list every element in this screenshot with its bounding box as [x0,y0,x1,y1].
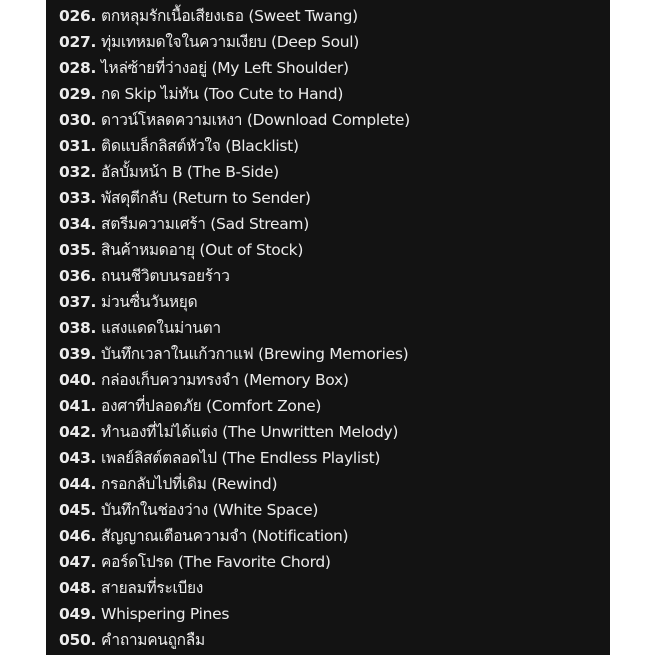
track-title: ทุ่มเทหมดใจในความเงียบ (Deep Soul) [101,33,360,51]
track-number: 030. [59,111,97,129]
track-title: ดาวน์โหลดความเหงา (Download Complete) [101,111,410,129]
track-title: กด Skip ไม่ทัน (Too Cute to Hand) [101,85,344,103]
track-item[interactable] [59,55,610,81]
track-title: สตรีมความเศร้า (Sad Stream) [101,215,309,233]
track-title: ไหล่ซ้ายที่ว่างอยู่ (My Left Shoulder) [101,59,349,77]
track-item[interactable] [59,575,610,601]
track-title: คอร์ดโปรด (The Favorite Chord) [101,553,331,571]
track-number: 028. [59,59,97,77]
track-title: กล่องเก็บความทรงจำ (Memory Box) [101,371,349,389]
track-item[interactable] [59,627,610,653]
track-title: Whispering Pines [101,605,230,623]
track-item[interactable] [59,133,610,159]
track-item[interactable] [59,471,610,497]
track-number: 039. [59,345,97,363]
track-number: 050. [59,631,97,649]
track-number: 038. [59,319,97,337]
track-title: บันทึกในช่องว่าง (White Space) [101,501,319,519]
track-title: ติดแบล็กลิสต์หัวใจ (Blacklist) [101,137,299,155]
track-item[interactable] [59,159,610,185]
track-item[interactable] [59,419,610,445]
track-number: 034. [59,215,97,233]
track-item[interactable] [59,81,610,107]
track-title: ทำนองที่ไม่ได้แต่ง (The Unwritten Melody) [101,423,399,441]
track-number: 036. [59,267,97,285]
track-number: 043. [59,449,97,467]
track-title: บันทึกเวลาในแก้วกาแฟ (Brewing Memories) [101,345,409,363]
track-number: 029. [59,85,97,103]
track-title: เพลย์ลิสต์ตลอดไป (The Endless Playlist) [101,449,381,467]
track-title: คำถามคนถูกลืม [101,631,205,649]
track-number: 042. [59,423,97,441]
track-number: 032. [59,163,97,181]
track-item[interactable] [59,341,610,367]
track-item[interactable] [59,237,610,263]
track-item[interactable] [59,263,610,289]
track-item[interactable] [59,549,610,575]
track-item[interactable] [59,523,610,549]
track-number: 049. [59,605,97,623]
track-number: 048. [59,579,97,597]
track-item[interactable] [59,601,610,627]
track-item[interactable] [59,497,610,523]
track-item[interactable] [59,29,610,55]
track-item[interactable] [59,315,610,341]
track-number: 027. [59,33,97,51]
track-number: 026. [59,7,97,25]
track-title: ตกหลุมรักเนื้อเสียงเธอ (Sweet Twang) [101,7,358,25]
track-title: กรอกลับไปที่เดิม (Rewind) [101,475,278,493]
track-item[interactable] [59,185,610,211]
track-item[interactable] [59,445,610,471]
track-item[interactable] [59,289,610,315]
track-number: 040. [59,371,97,389]
track-number: 044. [59,475,97,493]
track-item[interactable] [59,393,610,419]
track-number: 035. [59,241,97,259]
track-number: 033. [59,189,97,207]
track-title: พัสดุตีกลับ (Return to Sender) [101,189,311,207]
track-item[interactable] [59,3,610,29]
track-number: 046. [59,527,97,545]
track-title: อัลบั้มหน้า B (The B-Side) [101,163,279,181]
track-title: สินค้าหมดอายุ (Out of Stock) [101,241,304,259]
track-number: 047. [59,553,97,571]
track-number: 041. [59,397,97,415]
track-item[interactable] [59,367,610,393]
track-item[interactable] [59,107,610,133]
tracklist-panel [46,0,610,655]
track-title: สัญญาณเตือนความจำ (Notification) [101,527,349,545]
track-title: ถนนชีวิตบนรอยร้าว [101,267,230,285]
track-list [59,3,610,653]
track-number: 037. [59,293,97,311]
track-title: แสงแดดในม่านตา [101,319,221,337]
track-number: 045. [59,501,97,519]
track-title: สายลมที่ระเบียง [101,579,204,597]
track-number: 031. [59,137,97,155]
track-title: ม่วนซื่นวันหยุด [101,293,198,311]
track-title: องศาที่ปลอดภัย (Comfort Zone) [101,397,322,415]
track-item[interactable] [59,211,610,237]
